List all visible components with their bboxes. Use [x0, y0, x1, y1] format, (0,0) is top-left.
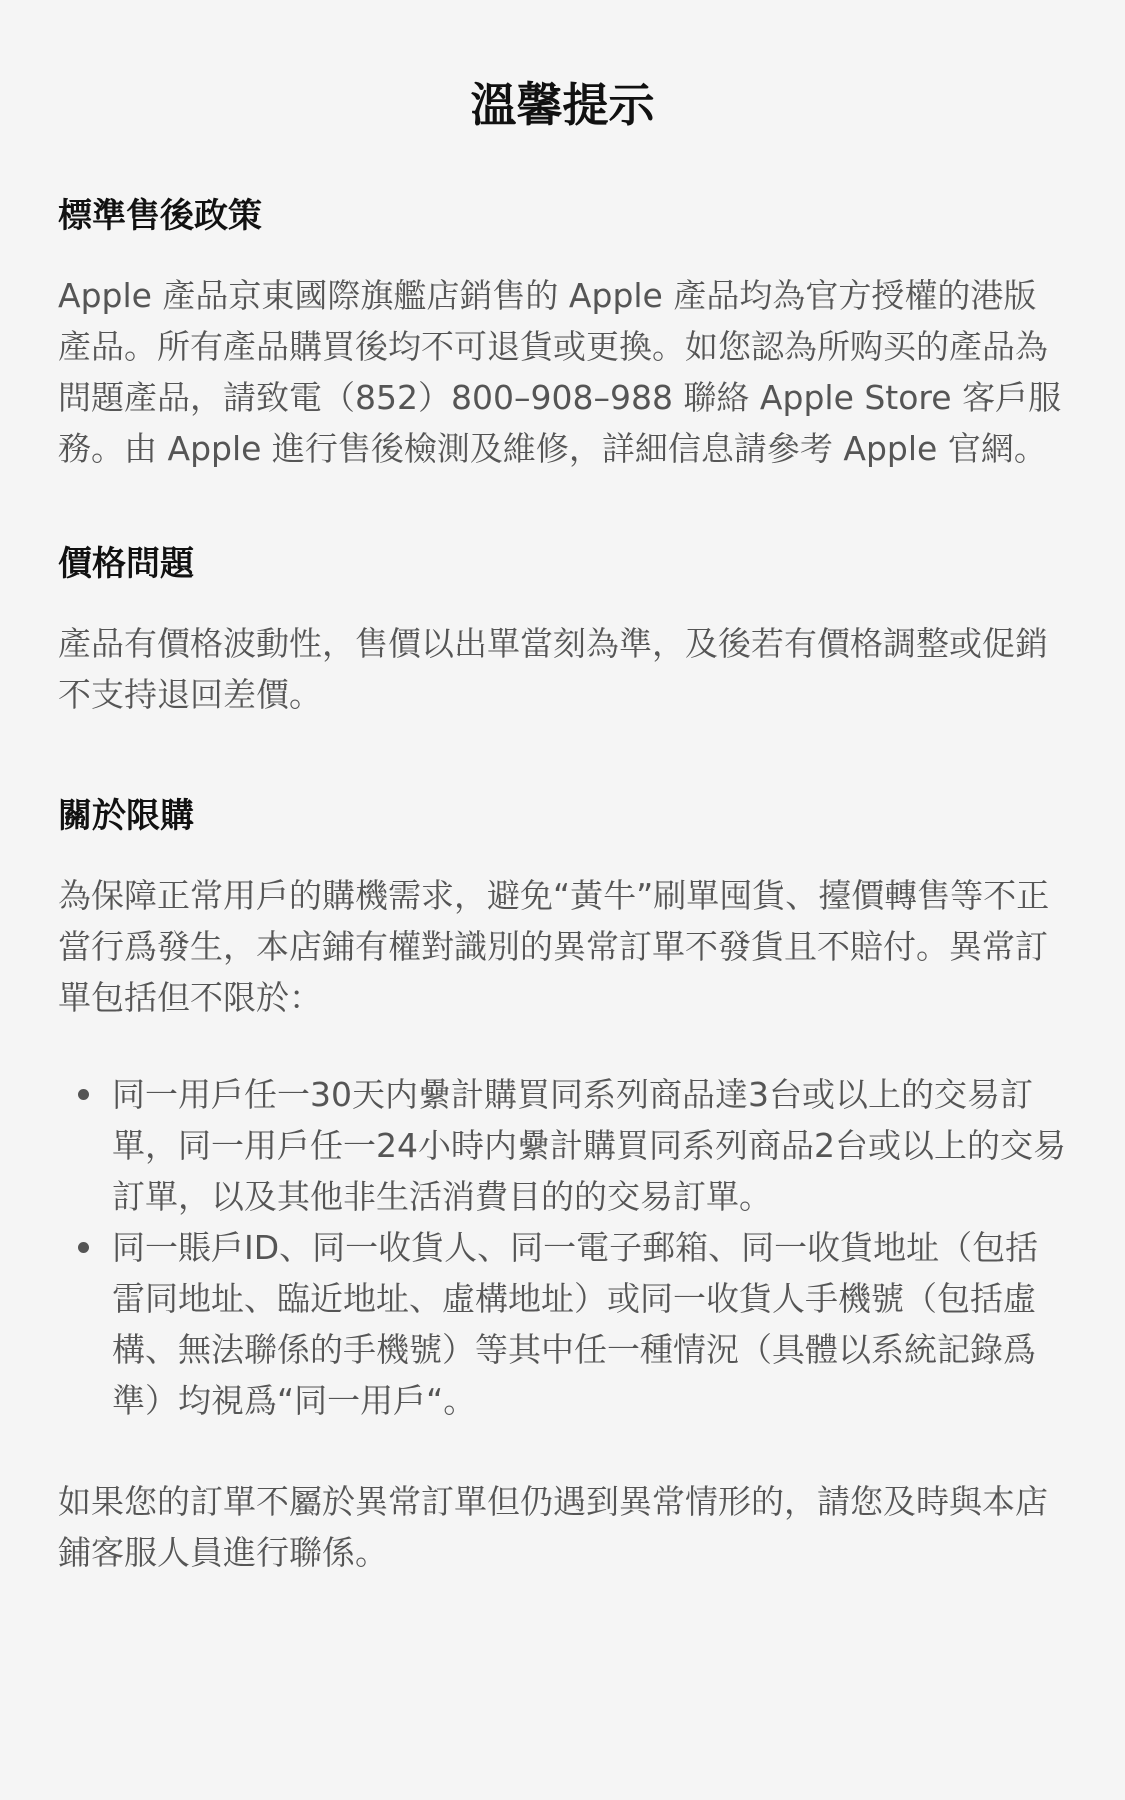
list-item — [58, 1222, 1067, 1426]
section-heading-after-sales: 標準售後政策 — [58, 196, 262, 236]
list-item-text: 同一賬戶ID、同一收貨人、同一電子郵箱、同一收貨地址（包括雷同地址、臨近地址、虛構地址）或同一收貨人手機號（包括虛構、無法聯係的手機號）等其中任一種情況（具體以系統記錄爲準）均視爲“同一用戶“。 — [112, 1228, 1039, 1420]
purchase-limit-list — [58, 1069, 1067, 1426]
bullet-dot-icon — [78, 1089, 89, 1100]
list-item-text: 同一用戶任一30天内纍計購買同系列商品達3台或以上的交易訂單，同一用戶任一24小時内纍計購買同系列商品2台或以上的交易訂單，以及其他非生活消費目的的交易訂單。 — [112, 1075, 1066, 1216]
section-body-price: 產品有價格波動性，售價以出單當刻為準，及後若有價格調整或促銷不支持退回差價。 — [58, 624, 1048, 714]
footer-note: 如果您的訂單不屬於異常訂單但仍遇到異常情形的，請您及時與本店鋪客服人員進行聯係。 — [58, 1482, 1048, 1572]
bullet-dot-icon — [78, 1242, 89, 1253]
section-heading-purchase-limit: 關於限購 — [58, 796, 194, 836]
section-heading-price: 價格問題 — [58, 544, 194, 584]
section-body-purchase-limit: 為保障正常用戶的購機需求，避免“黃牛”刷單囤貨、擡價轉售等不正當行爲發生，本店鋪有權對識別的異常訂單不發貨且不賠付。異常訂單包括但不限於： — [58, 876, 1050, 1017]
section-body-after-sales: Apple 產品京東國際旗艦店銷售的 Apple 產品均為官方授權的港版產品。所有產品購買後均不可退貨或更換。如您認為所购买的產品為問題產品，請致電（852）800–908–988 聯絡 Apple Store 客戶服務。由 Apple 進行售後檢測及維修，詳細信息請參考 Apple 官網。 — [58, 276, 1062, 468]
page-title: 溫馨提示 — [470, 78, 655, 132]
list-item — [58, 1069, 1067, 1222]
